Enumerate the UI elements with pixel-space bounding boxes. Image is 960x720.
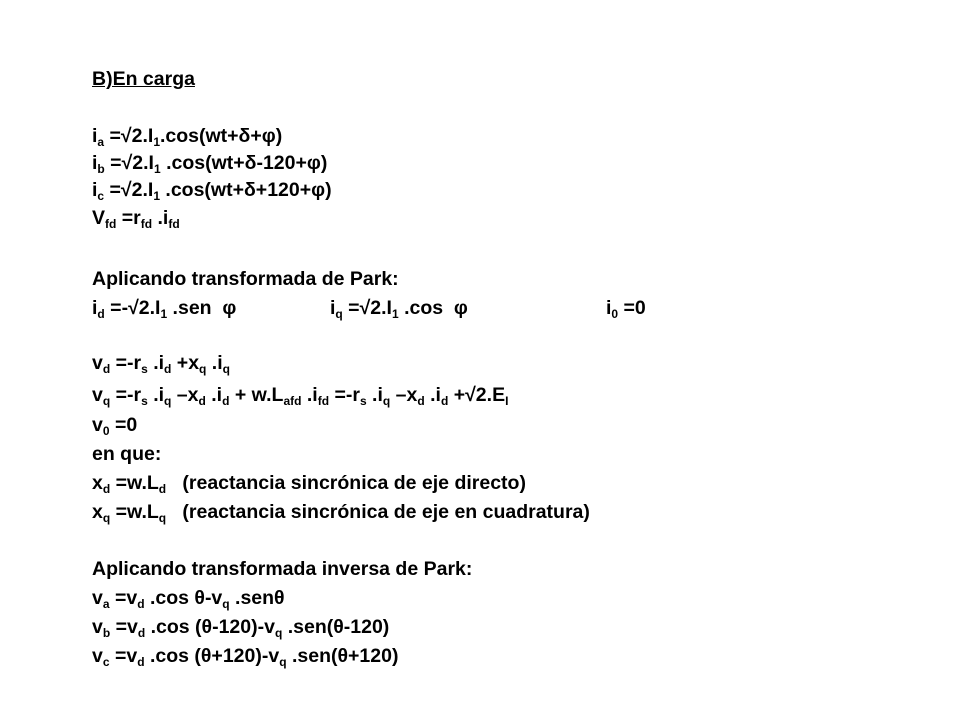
- subscript: d: [158, 482, 167, 496]
- equation-text: =v: [110, 616, 138, 638]
- subscript: d: [164, 362, 172, 376]
- equation-text: .sen(θ+120): [286, 645, 399, 667]
- subscript: 0: [102, 424, 110, 438]
- equation-text: (reactancia sincrónica de eje directo): [166, 472, 526, 494]
- eq-va: [92, 586, 285, 610]
- equation-text: =-r: [329, 384, 360, 406]
- equation-text: =-√2.I: [104, 297, 161, 319]
- equation-text: =-r: [110, 352, 142, 374]
- equation-text: (reactancia sincrónica de eje en cuadratura): [166, 501, 590, 523]
- equation-text: i: [92, 179, 98, 201]
- subscript: 1: [153, 162, 161, 176]
- equation-text: .i: [147, 352, 165, 374]
- subscript: d: [102, 362, 111, 376]
- equation-text: +√2.E: [448, 384, 506, 406]
- equation-text: i: [92, 152, 98, 174]
- subscript: d: [198, 394, 206, 408]
- subscript: b: [97, 162, 105, 176]
- equation-text: .cos φ: [398, 297, 468, 319]
- equation-text: .i: [424, 384, 441, 406]
- subscript: d: [97, 307, 105, 321]
- equation-text: =-r: [110, 384, 142, 406]
- equation-text: .i: [301, 384, 318, 406]
- subscript: q: [199, 362, 207, 376]
- subscript: d: [102, 482, 111, 496]
- equation-text: .cos(wt+δ+120+φ): [160, 179, 332, 201]
- subscript: q: [102, 511, 111, 525]
- subscript: d: [417, 394, 425, 408]
- equation-text: .i: [152, 207, 169, 229]
- subscript: q: [164, 394, 172, 408]
- equation-text: .senθ: [229, 587, 285, 609]
- subscript: 1: [391, 307, 399, 321]
- equation-text: i: [330, 297, 336, 319]
- subscript: 1: [160, 307, 168, 321]
- eq-vfd: [92, 206, 180, 230]
- eq-vq: [92, 383, 508, 407]
- equation-text: x: [92, 472, 103, 494]
- equation-text: v: [92, 587, 103, 609]
- equation-text: .cos θ-v: [144, 587, 223, 609]
- subscript: fd: [140, 217, 153, 231]
- subscript: a: [102, 597, 110, 611]
- subscript: fd: [105, 217, 117, 231]
- equation-text: .cos(wt+δ-120+φ): [160, 152, 328, 174]
- subscript: 1: [153, 189, 160, 203]
- eq-vb: [92, 615, 389, 639]
- equation-text: v: [92, 645, 103, 667]
- eq-ia: [92, 124, 282, 148]
- equation-text: –x: [390, 384, 418, 406]
- equation-text: .i: [205, 384, 223, 406]
- equation-text: + w.L: [229, 384, 284, 406]
- subscript: 0: [611, 307, 619, 321]
- equation-text: =v: [109, 587, 138, 609]
- equation-text: .sen(θ-120): [282, 616, 390, 638]
- equation-text: .sen φ: [167, 297, 237, 319]
- equation-text: =√2.I: [104, 179, 154, 201]
- equation-text: =√2.I: [342, 297, 392, 319]
- equation-text: =0: [618, 297, 646, 319]
- eq-i0: [606, 296, 646, 320]
- inverse-park-heading: Aplicando transformada inversa de Park:: [92, 558, 473, 580]
- park-heading: Aplicando transformada de Park:: [92, 268, 399, 290]
- equation-text: =√2.I: [104, 152, 154, 174]
- subscript: q: [335, 307, 343, 321]
- subscript: s: [141, 362, 148, 376]
- en-que-label: en que:: [92, 443, 162, 465]
- subscript: q: [279, 655, 287, 669]
- subscript: 1: [153, 135, 160, 149]
- equation-text: .cos (θ-120)-v: [145, 616, 275, 638]
- equation-text: .i: [147, 384, 165, 406]
- subscript: q: [102, 394, 111, 408]
- subscript: q: [222, 597, 230, 611]
- subscript: d: [222, 394, 230, 408]
- subscript: afd: [283, 394, 302, 408]
- section-title: B)En carga: [92, 68, 195, 90]
- subscript: b: [102, 626, 111, 640]
- equation-text: –x: [171, 384, 199, 406]
- subscript: d: [440, 394, 449, 408]
- subscript: q: [382, 394, 391, 408]
- subscript: I: [505, 394, 509, 408]
- equation-text: .cos(wt+δ+φ): [160, 125, 283, 147]
- subscript: s: [359, 394, 367, 408]
- equation-text: v: [92, 352, 103, 374]
- equation-text: .i: [206, 352, 223, 374]
- equation-text: v: [92, 414, 103, 436]
- equation-text: .cos (θ+120)-v: [144, 645, 280, 667]
- equation-text: =0: [109, 414, 138, 436]
- equation-text: =v: [109, 645, 138, 667]
- equation-text: v: [92, 616, 103, 638]
- eq-ib: [92, 151, 327, 175]
- equation-text: =w.L: [110, 472, 159, 494]
- equation-text: i: [606, 297, 612, 319]
- eq-ic: [92, 178, 332, 202]
- equation-text: =√2.I: [104, 125, 154, 147]
- equation-text: i: [92, 297, 98, 319]
- equation-text: V: [92, 207, 106, 229]
- subscript: d: [137, 626, 146, 640]
- subscript: q: [274, 626, 283, 640]
- eq-v0: [92, 413, 137, 437]
- subscript: c: [102, 655, 110, 669]
- eq-id: [92, 296, 236, 320]
- subscript: d: [137, 597, 145, 611]
- equation-text: i: [92, 125, 98, 147]
- subscript: s: [141, 394, 148, 408]
- equation-text: =w.L: [110, 501, 159, 523]
- eq-xd: [92, 471, 526, 495]
- subscript: c: [97, 189, 105, 203]
- equation-text: x: [92, 501, 103, 523]
- eq-iq: [330, 296, 468, 320]
- subscript: fd: [168, 217, 180, 231]
- subscript: d: [137, 655, 145, 669]
- subscript: fd: [317, 394, 330, 408]
- equation-text: +x: [171, 352, 200, 374]
- equation-text: .i: [366, 384, 383, 406]
- equation-text: v: [92, 384, 103, 406]
- eq-vc: [92, 644, 398, 668]
- subscript: q: [158, 511, 167, 525]
- subscript: q: [222, 362, 230, 376]
- eq-xq: [92, 500, 590, 524]
- equation-text: =r: [116, 207, 141, 229]
- eq-vd: [92, 351, 230, 375]
- subscript: a: [97, 135, 105, 149]
